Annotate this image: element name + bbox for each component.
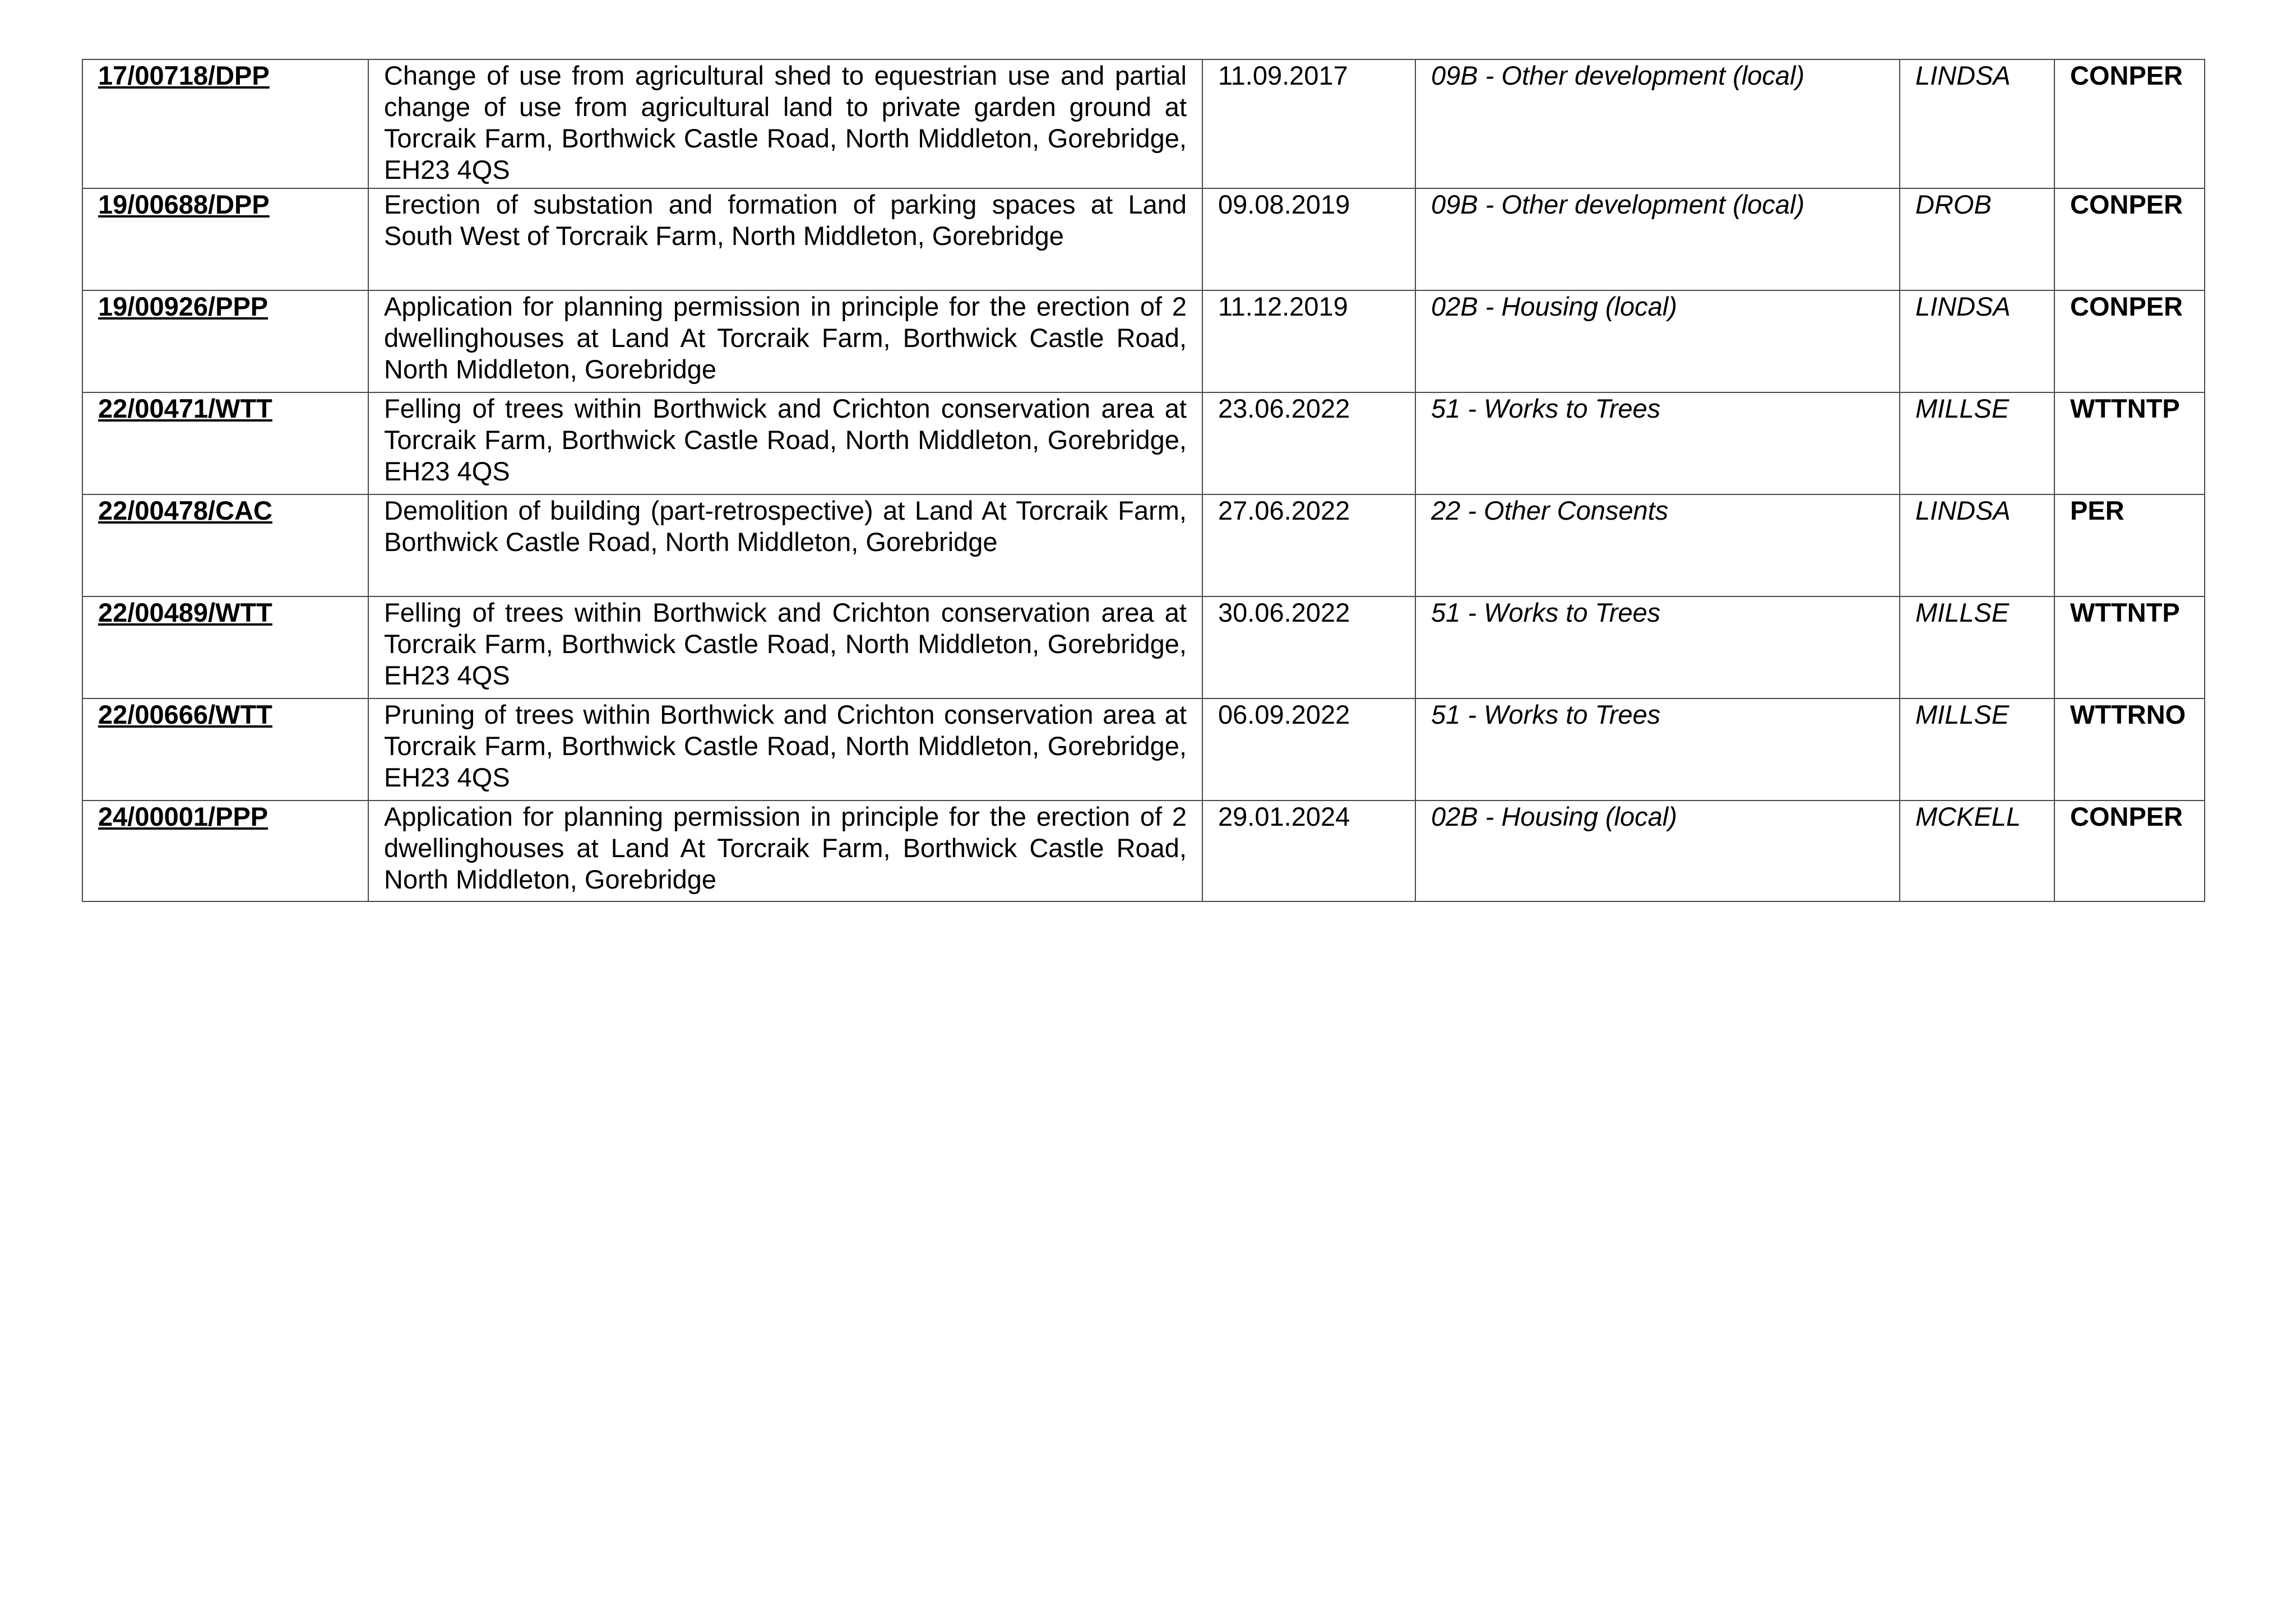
- table-row: [82, 801, 2205, 901]
- reference-cell: [82, 59, 368, 188]
- officer-cell: MCKELL: [1900, 801, 2054, 901]
- reference-cell: [82, 801, 368, 901]
- officer-cell: DROB: [1900, 188, 2054, 290]
- decision-cell: WTTNTP: [2054, 596, 2205, 698]
- reference-cell: [82, 392, 368, 494]
- officer-cell: MILLSE: [1900, 698, 2054, 801]
- application-reference-link[interactable]: 19/00688/DPP: [98, 189, 270, 219]
- decision-cell: WTTRNO: [2054, 698, 2205, 801]
- decision-cell: CONPER: [2054, 290, 2205, 392]
- reference-cell: [82, 188, 368, 290]
- description-cell: Felling of trees within Borthwick and Crichton conservation area at Torcraik Farm, Borthwick Castle Road, North Middleton, Gorebridge, EH23 4QS: [368, 596, 1202, 698]
- decision-cell: CONPER: [2054, 59, 2205, 188]
- table-row: [82, 494, 2205, 596]
- table-row: [82, 596, 2205, 698]
- description-cell: Demolition of building (part-retrospective) at Land At Torcraik Farm, Borthwick Castle Road, North Middleton, Gorebridge: [368, 494, 1202, 596]
- decision-cell: WTTNTP: [2054, 392, 2205, 494]
- officer-cell: LINDSA: [1900, 290, 2054, 392]
- application-reference-link[interactable]: 17/00718/DPP: [98, 61, 270, 90]
- description-cell: Felling of trees within Borthwick and Crichton conservation area at Torcraik Farm, Borthwick Castle Road, North Middleton, Gorebridge, EH23 4QS: [368, 392, 1202, 494]
- reference-cell: [82, 494, 368, 596]
- description-cell: Application for planning permission in principle for the erection of 2 dwellinghouses at Land At Torcraik Farm, Borthwick Castle Road, North Middleton, Gorebridge: [368, 290, 1202, 392]
- description-cell: Application for planning permission in principle for the erection of 2 dwellinghouses at Land At Torcraik Farm, Borthwick Castle Road, North Middleton, Gorebridge: [368, 801, 1202, 901]
- date-cell: 30.06.2022: [1202, 596, 1415, 698]
- application-type-cell: 51 - Works to Trees: [1415, 596, 1900, 698]
- reference-cell: [82, 698, 368, 801]
- application-type-cell: 51 - Works to Trees: [1415, 698, 1900, 801]
- date-cell: 23.06.2022: [1202, 392, 1415, 494]
- application-reference-link[interactable]: 22/00666/WTT: [98, 700, 272, 729]
- date-cell: 11.09.2017: [1202, 59, 1415, 188]
- application-reference-link[interactable]: 22/00478/CAC: [98, 496, 272, 525]
- table-row: [82, 698, 2205, 801]
- date-cell: 11.12.2019: [1202, 290, 1415, 392]
- date-cell: 27.06.2022: [1202, 494, 1415, 596]
- application-type-cell: 09B - Other development (local): [1415, 59, 1900, 188]
- reference-cell: [82, 290, 368, 392]
- decision-cell: PER: [2054, 494, 2205, 596]
- decision-cell: CONPER: [2054, 188, 2205, 290]
- application-reference-link[interactable]: 22/00471/WTT: [98, 394, 272, 423]
- date-cell: 09.08.2019: [1202, 188, 1415, 290]
- date-cell: 06.09.2022: [1202, 698, 1415, 801]
- application-type-cell: 09B - Other development (local): [1415, 188, 1900, 290]
- application-type-cell: 22 - Other Consents: [1415, 494, 1900, 596]
- officer-cell: MILLSE: [1900, 596, 2054, 698]
- decision-cell: CONPER: [2054, 801, 2205, 901]
- application-type-cell: 02B - Housing (local): [1415, 801, 1900, 901]
- application-reference-link[interactable]: 22/00489/WTT: [98, 598, 272, 627]
- date-cell: 29.01.2024: [1202, 801, 1415, 901]
- officer-cell: MILLSE: [1900, 392, 2054, 494]
- reference-cell: [82, 596, 368, 698]
- officer-cell: LINDSA: [1900, 494, 2054, 596]
- application-type-cell: 51 - Works to Trees: [1415, 392, 1900, 494]
- application-type-cell: 02B - Housing (local): [1415, 290, 1900, 392]
- application-reference-link[interactable]: 19/00926/PPP: [98, 292, 269, 321]
- description-cell: Pruning of trees within Borthwick and Crichton conservation area at Torcraik Farm, Borthwick Castle Road, North Middleton, Gorebridge, EH23 4QS: [368, 698, 1202, 801]
- description-cell: Change of use from agricultural shed to equestrian use and partial change of use from agricultural land to private garden ground at Torcraik Farm, Borthwick Castle Road, North Middleton, Gorebridge, EH23 4QS: [368, 59, 1202, 188]
- table-row: [82, 188, 2205, 290]
- application-reference-link[interactable]: 24/00001/PPP: [98, 802, 269, 831]
- table-row: [82, 290, 2205, 392]
- table-row: [82, 59, 2205, 188]
- planning-history-table: [82, 59, 2205, 902]
- officer-cell: LINDSA: [1900, 59, 2054, 188]
- description-cell: Erection of substation and formation of parking spaces at Land South West of Torcraik Farm, North Middleton, Gorebridge: [368, 188, 1202, 290]
- table-row: [82, 392, 2205, 494]
